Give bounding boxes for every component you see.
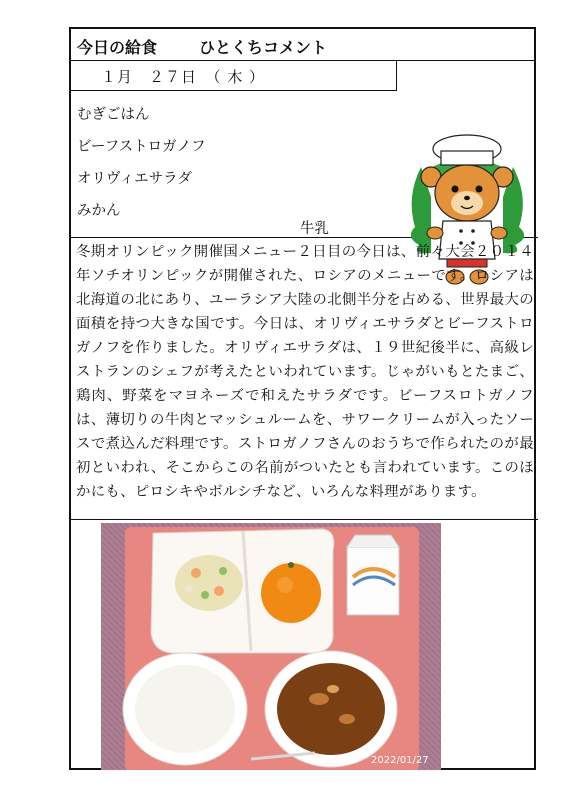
lunch-sheet <box>69 27 536 770</box>
comment-body <box>76 240 534 504</box>
menu-area <box>71 91 538 238</box>
date-row <box>71 61 397 91</box>
menu-item-rice: むぎごはん <box>77 107 150 123</box>
photo-area <box>71 519 538 773</box>
menu-item-salad: オリヴィエサラダ <box>77 171 192 187</box>
menu-item-milk: 牛乳 <box>300 221 329 237</box>
menu-item-stroganoff: ビーフストロガノフ <box>77 139 206 155</box>
photo-timestamp: 2022/01/27 <box>371 755 429 766</box>
page-title: 今日の給食 <box>77 38 158 57</box>
lunch-photo <box>101 523 441 770</box>
date-text: １月 ２７日 （ 木 ） <box>101 68 266 86</box>
page-subtitle: ひとくちコメント <box>199 38 328 57</box>
menu-item-mikan: みかん <box>77 203 121 219</box>
header-row <box>71 29 534 61</box>
comment-text: 冬期オリンピック開催国メニュー２日目の今日は、前々大会２０１４年ソチオリンピックが開催された、ロシアのメニューです。ロシアは北海道の北にあり、ユーラシア大陸の北側半分を占める、世界最大の面積を持つ大きな国です。今日は、オリヴィエサラダとビーフストロガノフを作りました。オリヴィエサラダは、１９世紀後半に、高級レストランのシェフが考えたといわれています。じゃがいもとたまご、鶏肉、野菜をマヨネーズで和えたサラダです。ビーフスロトガノフは、薄切りの牛肉とマッシュルームを、サワークリームが入ったソースで煮込んだ料理です。ストロガノフさんのおうちで作られたのが最初といわれ、そこからこの名前がついたとも言われています。このほかにも、ピロシキやボルシチなど、いろんな料理があります。 <box>76 244 534 500</box>
